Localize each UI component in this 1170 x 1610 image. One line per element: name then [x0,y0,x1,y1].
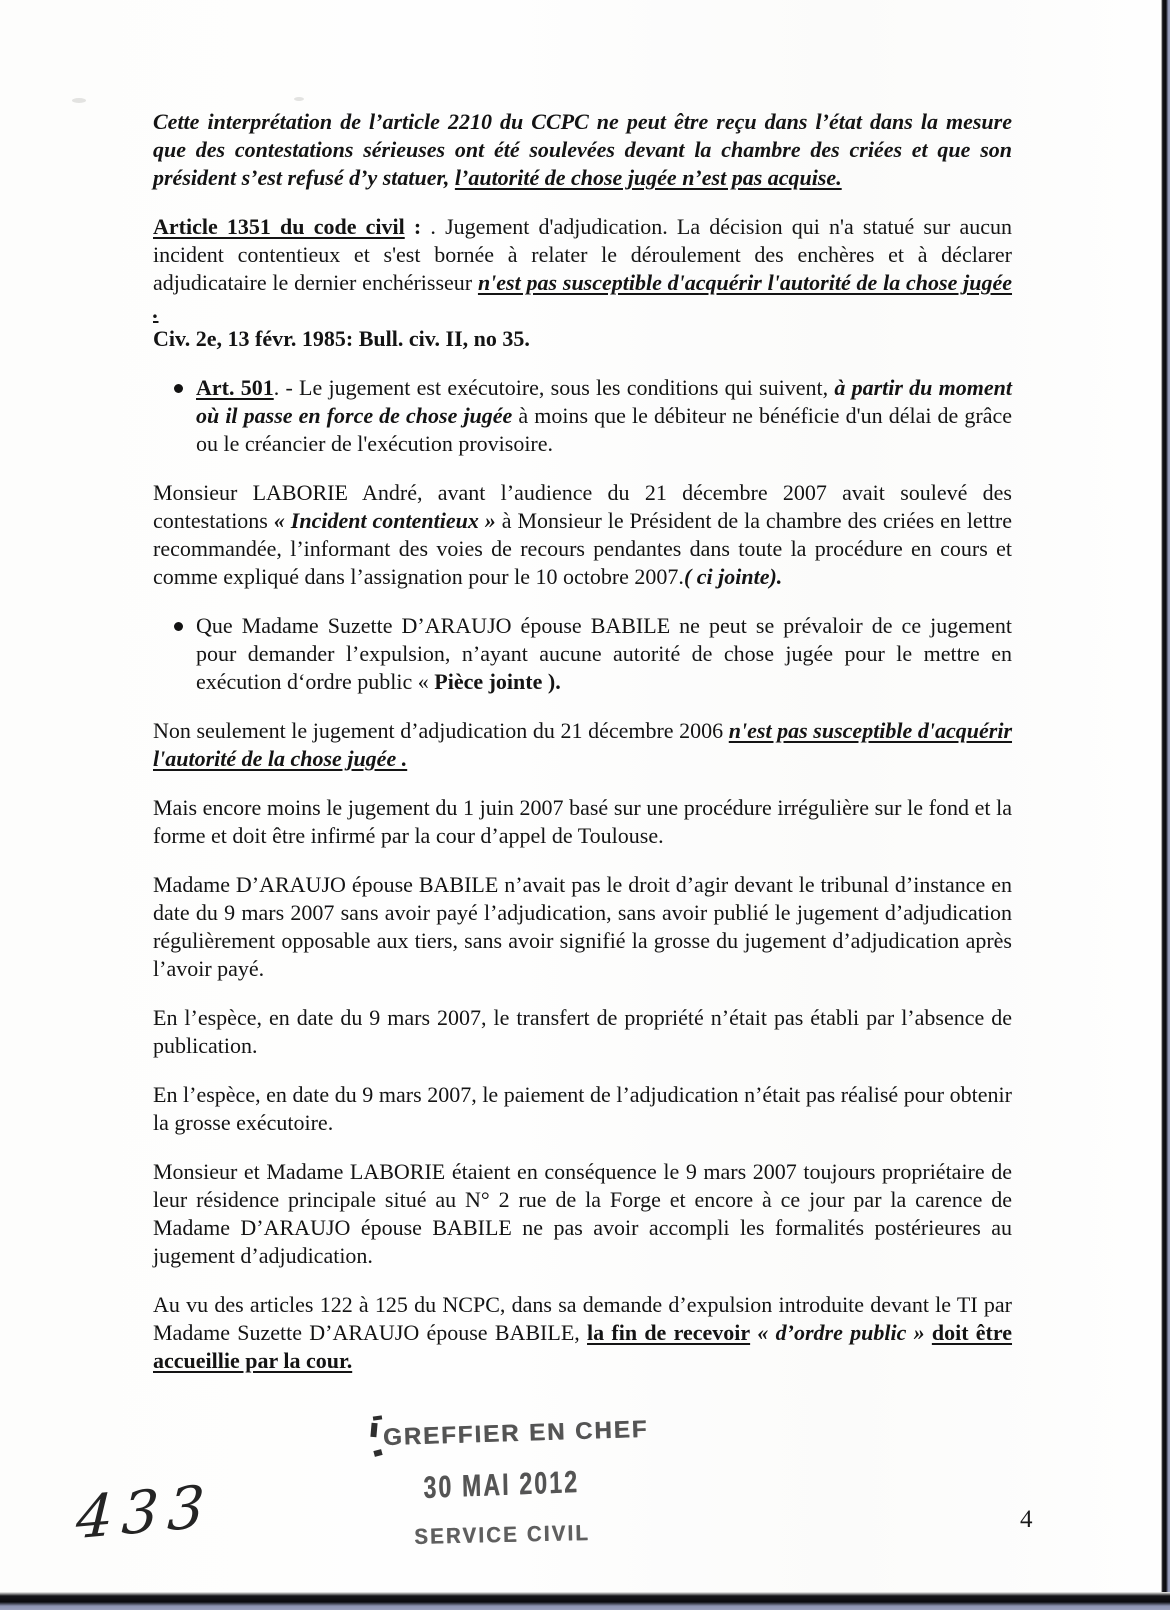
service-civil-stamp: SERVICE CIVIL [414,1519,591,1549]
text-run: à Monsieur le Président de la chambre des criées en lettre recommandée, l’informant des voies de recours pendantes dans toute la procédure en cours et comme expliqué dans l’assignation pour le 10 octobre 2007. [153,508,1013,589]
text-run: Madame D’ARAUJO épouse BABILE n’avait pas le droit d’agir devant le tribunal d’instance en date du 9 mars 2007 sans avoir payé l’adjudication, sans avoir publié le jugement d’adjudication régulièrement opposable aux tiers, sans avoir signifié la grosse du jugement d’adjudication après l’avoir payé. [153,872,1012,981]
paragraph [153,794,1012,850]
text-run [925,1320,932,1345]
text-run: à partir du moment où il passe en force de chose jugée [196,375,1012,428]
scan-speck [72,98,86,103]
document-body [153,108,1012,1396]
page-number: 4 [1020,1506,1033,1533]
bullet-item [153,612,1012,696]
text-run: Monsieur et Madame LABORIE étaient en conséquence le 9 mars 2007 toujours propriétaire de leur résidence principale situé au N° 2 rue de la Forge et encore à ce jour par la carence de Madame D’ARAUJO épouse BABILE ne pas avoir accompli les formalités postérieures au jugement d’adjudication. [153,1159,1012,1268]
text-run: Que Madame Suzette D’ARAUJO épouse BABILE ne peut se prévaloir de ce jugement pour demander l’expulsion, n’ayant aucune autorité de chose jugée pour le mettre en exécution d‘ordre public « [196,613,1012,694]
text-run: « [750,1320,776,1345]
handwritten-folio-number: 433 [74,1471,216,1553]
paragraph [153,479,1012,591]
text-run: . Jugement d'adjudication. La décision qui n'a statué sur aucun incident contentieux et s'est bornée à relater le déroulement des enchères et à déclarer adjudicataire le dernier enchérisseur [153,214,1012,295]
text-run: doit être accueillie par la cour. [153,1320,1013,1373]
paragraph [153,1004,1012,1060]
paragraph [153,871,1012,983]
paragraph [153,108,1012,192]
paragraph [153,1158,1012,1270]
ink-smudge-icon [371,1416,383,1458]
paragraph [153,1081,1012,1137]
text-run: à moins que le débiteur ne bénéficie d'un délai de grâce ou le créancier de l'exécution provisoire. [196,403,1013,456]
greffier-en-chef-stamp: GREFFIER EN CHEF [382,1415,649,1452]
text-run: Au vu des articles 122 à 125 du NCPC, dans sa demande d’expulsion introduite devant le TI par Madame Suzette D’ARAUJO épouse BABILE, [153,1292,1012,1345]
paragraph [153,325,1012,353]
text-run: Non seulement le jugement d’adjudication du 21 décembre 2006 [153,718,729,743]
text-run: n'est pas susceptible d'acquérir l'autorité de la chose jugée . [153,718,1013,771]
bullet-icon [174,384,183,393]
scan-speck [294,97,304,101]
paragraph [153,717,1012,773]
text-run: ( ci jointe). [683,564,783,589]
text-run: Mais encore moins le jugement du 1 juin 2007 basé sur une procédure irrégulière sur le fond et la forme et doit être infirmé par la cour d’appel de Toulouse. [153,795,1012,848]
text-run: la fin de recevoir [587,1320,751,1345]
text-run: Article 1351 du code civil [153,214,405,239]
paragraph [153,1291,1012,1375]
text-run: En l’espèce, en date du 9 mars 2007, le transfert de propriété n’était pas établi par l’absence de publication. [153,1005,1012,1058]
bullet-item [153,374,1012,458]
bullet-icon [174,622,183,631]
text-run: . - Le jugement est exécutoire, sous les conditions qui suivent, [273,375,835,400]
scan-edge-bottom [0,1592,1170,1610]
scan-edge-right [1161,0,1170,1610]
text-run: Civ. 2e, 13 févr. 1985: Bull. civ. II, no 35. [153,326,530,351]
text-run: l’autorité de chose jugée n’est pas acquise. [454,165,842,190]
text-run: d’ordre public » [775,1320,925,1345]
text-run: : [404,214,422,239]
text-run: n'est pas susceptible d'acquérir l'autorité de la chose jugée . [153,270,1013,323]
text-run: Art. 501 [196,375,274,400]
text-run: Monsieur LABORIE André, avant l’audience du 21 décembre 2007 avait soulevé des contestations [153,480,1012,533]
text-run: Cette interprétation de l’article 2210 du CCPC ne peut être reçu dans l’état dans la mesure que des contestations sérieuses ont été soulevées devant la chambre des criées et que son président s’est refusé d’y statuer, [153,109,1012,190]
text-run: Pièce jointe ). [434,669,561,694]
paragraph [153,213,1012,325]
date-stamp: 30 MAI 2012 [423,1464,580,1505]
text-run: « Incident contentieux » [273,508,496,533]
text-run: En l’espèce, en date du 9 mars 2007, le paiement de l’adjudication n’était pas réalisé pour obtenir la grosse exécutoire. [153,1082,1012,1135]
